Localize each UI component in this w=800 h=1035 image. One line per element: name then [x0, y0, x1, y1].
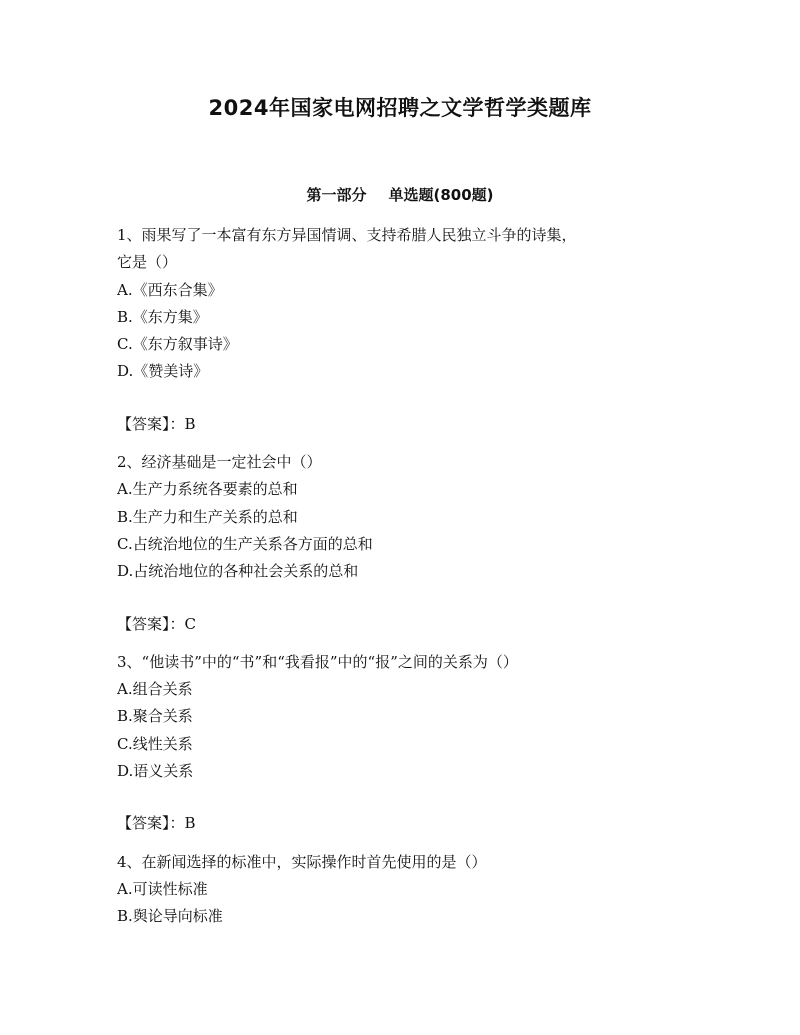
question-3-options [117, 676, 677, 785]
question-4 [117, 849, 677, 931]
question-2 [117, 449, 677, 638]
question-1-stem-continued: 它是（） [117, 253, 178, 272]
document-title: 2024年国家电网招聘之文学哲学类题库 [208, 96, 592, 120]
question-list [117, 222, 677, 931]
question-2-stem: 2、经济基础是一定社会中（） [117, 453, 322, 472]
answer-value: B [184, 414, 196, 433]
question-4-stem: 4、在新闻选择的标准中，实际操作时首先使用的是（） [117, 852, 487, 871]
question-1-option-b: B.《东方集》 [117, 307, 208, 326]
question-1-option-c: C.《东方叙事诗》 [117, 335, 238, 354]
question-3-option-c: C.线性关系 [117, 734, 193, 753]
question-2-answer [117, 611, 677, 638]
question-4-options [117, 876, 677, 931]
answer-label: 【答案】： [117, 614, 185, 633]
question-1-option-a: A.《西东合集》 [117, 280, 223, 299]
section-part: 第一部分 [306, 186, 367, 204]
question-2-option-b: B.生产力和生产关系的总和 [117, 507, 298, 526]
question-3 [117, 649, 677, 838]
question-2-options [117, 476, 677, 585]
answer-label: 【答案】： [117, 414, 185, 433]
question-2-option-d: D.占统治地位的各种社会关系的总和 [117, 562, 359, 581]
section-heading: 单选题(800题) [388, 186, 494, 204]
question-2-option-a: A.生产力系统各要素的总和 [117, 480, 298, 499]
answer-label: 【答案】： [117, 814, 185, 833]
question-1-option-d: D.《赞美诗》 [117, 362, 209, 381]
question-3-stem: 3、“他读书”中的“书”和“我看报”中的“报”之间的关系为（） [117, 652, 518, 671]
question-3-option-b: B.聚合关系 [117, 707, 193, 726]
question-3-option-a: A.组合关系 [117, 680, 193, 699]
answer-value: B [184, 814, 196, 833]
question-1 [117, 222, 677, 438]
question-1-answer [117, 411, 677, 438]
question-4-option-a: A.可读性标准 [117, 879, 208, 898]
question-4-option-b: B.舆论导向标准 [117, 907, 223, 926]
question-3-answer [117, 810, 677, 837]
section-title [0, 183, 800, 207]
question-3-option-d: D.语义关系 [117, 762, 194, 781]
answer-value: C [184, 614, 196, 633]
question-2-option-c: C.占统治地位的生产关系各方面的总和 [117, 534, 373, 553]
question-1-options [117, 277, 677, 386]
question-1-stem: 1、雨果写了一本富有东方异国情调、支持希腊人民独立斗争的诗集， [117, 226, 577, 244]
